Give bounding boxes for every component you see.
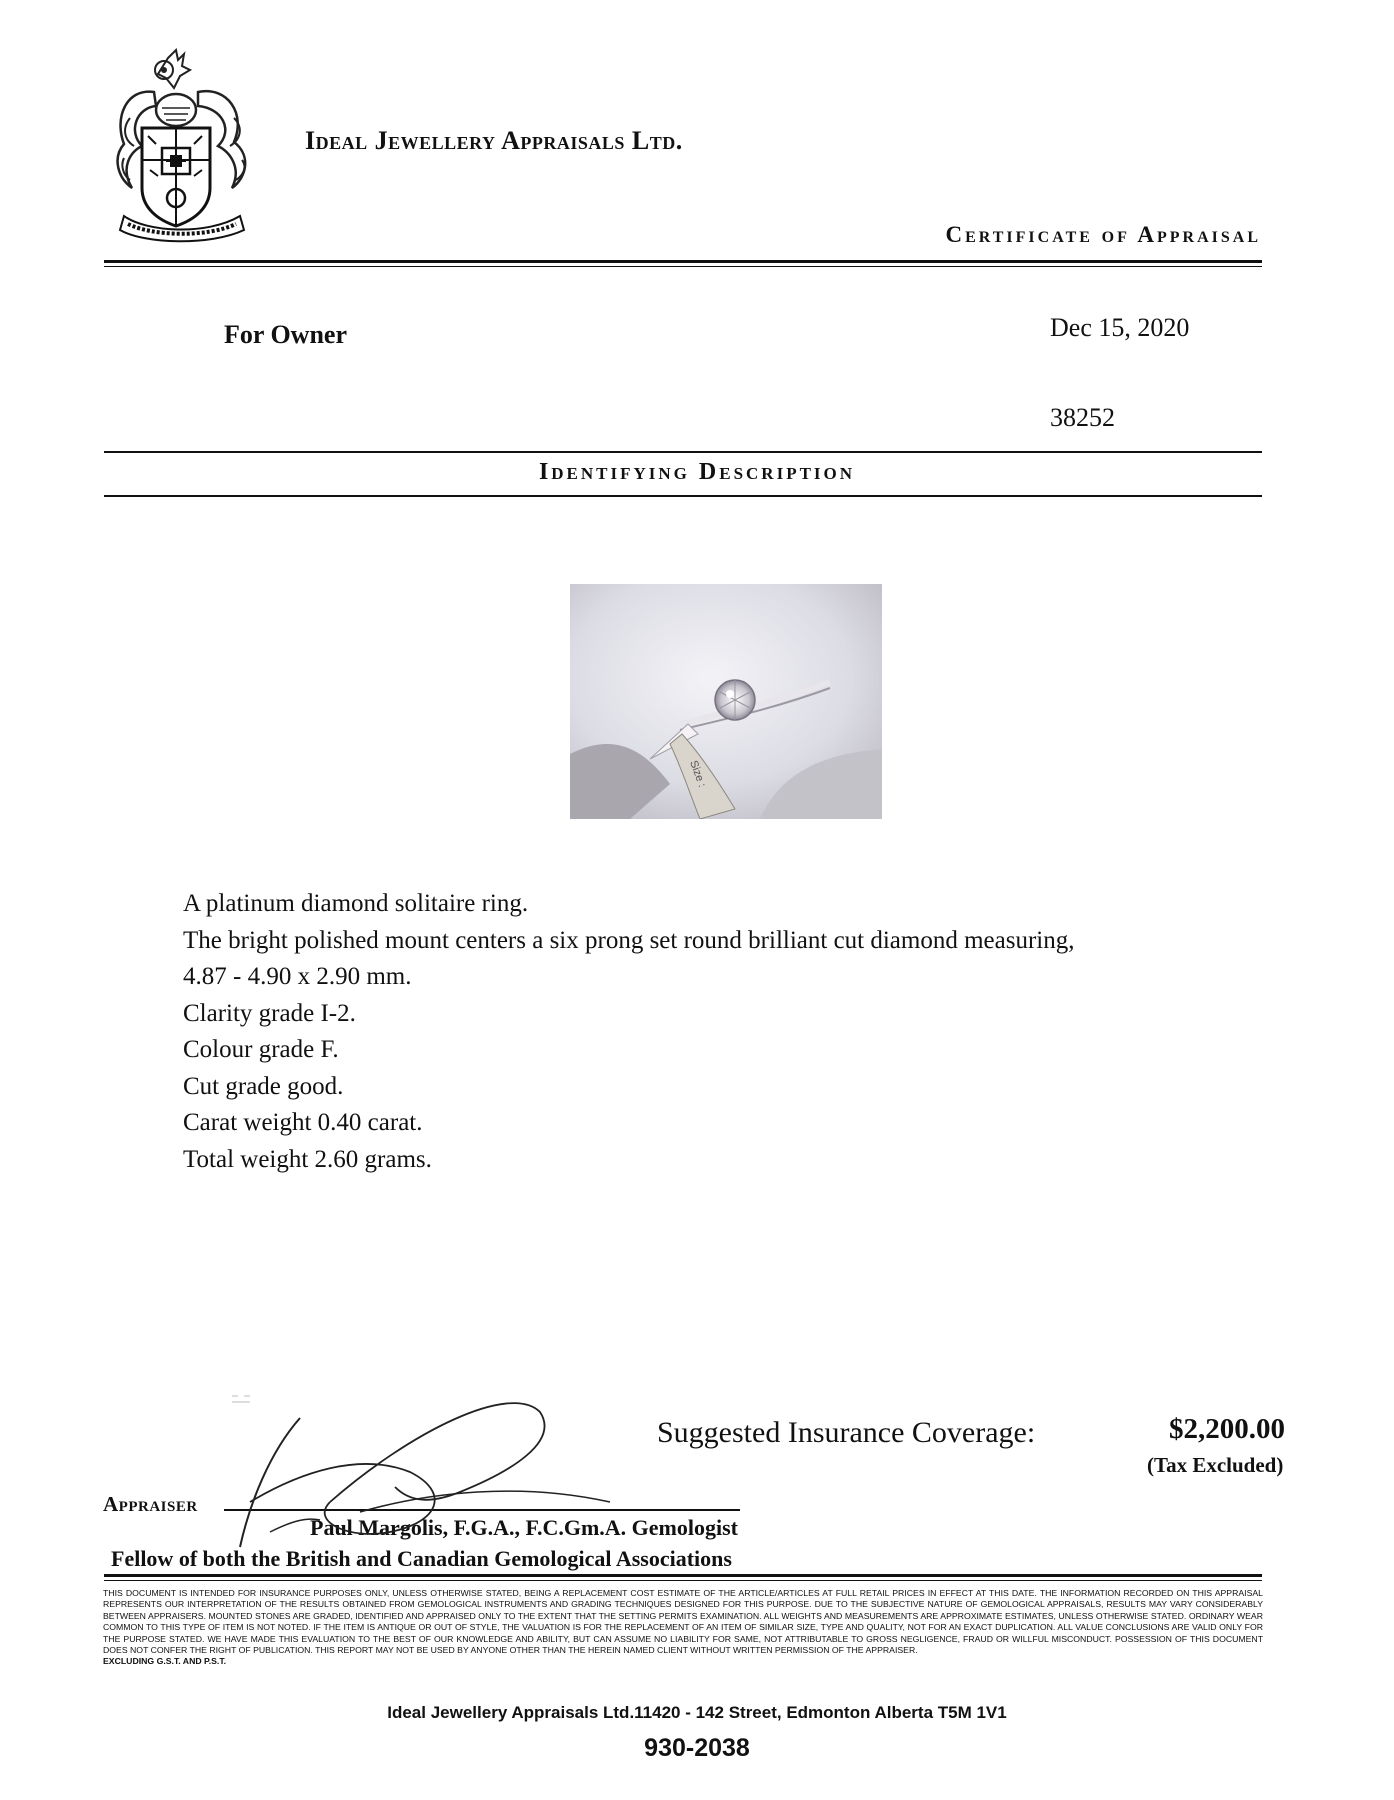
reference-number: 38252 — [1050, 403, 1115, 432]
description-line: Total weight 2.60 grams. — [183, 1145, 432, 1173]
ring-photo — [570, 584, 882, 819]
item-description — [183, 886, 1075, 1178]
appraiser-fellowship: Fellow of both the British and Canadian Gemological Associations — [111, 1546, 732, 1571]
section-divider-bottom — [104, 495, 1262, 497]
section-title: Identifying Description — [538, 459, 856, 485]
company-crest-logo — [106, 48, 268, 244]
description-line: Colour grade F. — [183, 1036, 339, 1063]
header-divider-thin — [104, 266, 1262, 267]
legal-disclaimer — [103, 1588, 1263, 1668]
footer-divider — [104, 1574, 1262, 1577]
tax-note: (Tax Excluded) — [1147, 1453, 1284, 1477]
disclaimer-tax-line: EXCLUDING G.S.T. AND P.S.T. — [103, 1656, 227, 1667]
description-line: Clarity grade I-2. — [183, 999, 356, 1027]
description-line: 4.87 - 4.90 x 2.90 mm. — [183, 963, 412, 990]
company-phone: 930-2038 — [644, 1734, 750, 1762]
appraiser-name: Paul Margolis, F.G.A., F.C.Gm.A. Gemologist — [310, 1515, 738, 1540]
description-line: Cut grade good. — [183, 1072, 344, 1100]
appraiser-label: Appraiser — [103, 1492, 198, 1516]
svg-text:Size :: Size : — [687, 758, 708, 789]
description-line: A platinum diamond solitaire ring. — [183, 890, 529, 917]
document-title: Certificate of Appraisal — [945, 222, 1261, 247]
company-name: Ideal Jewellery Appraisals Ltd. — [305, 126, 683, 155]
company-address: Ideal Jewellery Appraisals Ltd.11420 - 142 Street, Edmonton Alberta T5M 1V1 — [387, 1703, 1007, 1722]
coverage-label: Suggested Insurance Coverage: — [657, 1416, 1036, 1449]
appraiser-signature — [210, 1352, 770, 1552]
owner-label: For Owner — [224, 320, 347, 349]
header-divider — [104, 260, 1262, 263]
description-line: Carat weight 0.40 carat. — [183, 1109, 423, 1136]
footer-divider-thin — [104, 1580, 1262, 1581]
disclaimer-text: THIS DOCUMENT IS INTENDED FOR INSURANCE PURPOSES ONLY, UNLESS OTHERWISE STATED, BEING A REPLACEMENT COST ESTIMATE OF THE ARTICLE/ARTICLES AT FULL RETAIL PRICES IN EFFECT AT THIS DATE. THE INFORMATION RECORDED ON THIS APPRAISAL REPRESENTS OUR INTERPRETATION OF THE RESULTS OBTAINED FROM GEMOLOGICAL INSTRUMENTS AND GRADING TECHNIQUES DESIGNED FOR THIS PURPOSE. DUE TO THE SUBJECTIVE NATURE OF GEMOLOGICAL APPRAISALS, RESULTS MAY VARY CONSIDERABLY BETWEEN APPRAISERS. MOUNTED STONES ARE GRADED, IDENTIFIED AND APPRAISED ONLY TO THE EXTENT THAT THE SETTING PERMITS EXAMINATION. ALL WEIGHTS AND MEASUREMENTS ARE APPROXIMATE ESTIMATES, UNLESS OTHERWISE STATED. ORDINARY WEAR COMMON TO THIS TYPE OF ITEM IS NOT NOTED. IF THE ITEM IS ANTIQUE OR OUT OF STYLE, THE VALUATION IS FOR THE REPLACEMENT OF AN ITEM OF SIMILAR SIZE, TYPE AND QUALITY, NOT FOR AN EXACT DUPLICATION. ALL VALUE CONCLUSIONS ARE VALID ONLY FOR THE PURPOSE STATED. WE HAVE MADE THIS EVALUATION TO THE BEST OF OUR KNOWLEDGE AND ABILITY, BUT CAN ASSUME NO LIABILITY FOR SAME, NOT ATTRIBUTABLE TO GROSS NEGLIGENCE, FRAUD OR WILLFUL MISCONDUCT. POSSESSION OF THIS DOCUMENT DOES NOT CONFER THE RIGHT OF PUBLICATION. THIS REPORT MAY NOT BE USED BY ANYONE OTHER THAN THE HEREIN NAMED CLIENT WITHOUT WRITTEN PERMISSION OF THE APPRAISER. — [103, 1588, 1263, 1656]
description-line: The bright polished mount centers a six prong set round brilliant cut diamond measuring, — [183, 926, 1075, 954]
appraisal-date: Dec 15, 2020 — [1050, 313, 1190, 342]
section-divider-top — [104, 451, 1262, 453]
coverage-value: $2,200.00 — [1169, 1413, 1285, 1445]
